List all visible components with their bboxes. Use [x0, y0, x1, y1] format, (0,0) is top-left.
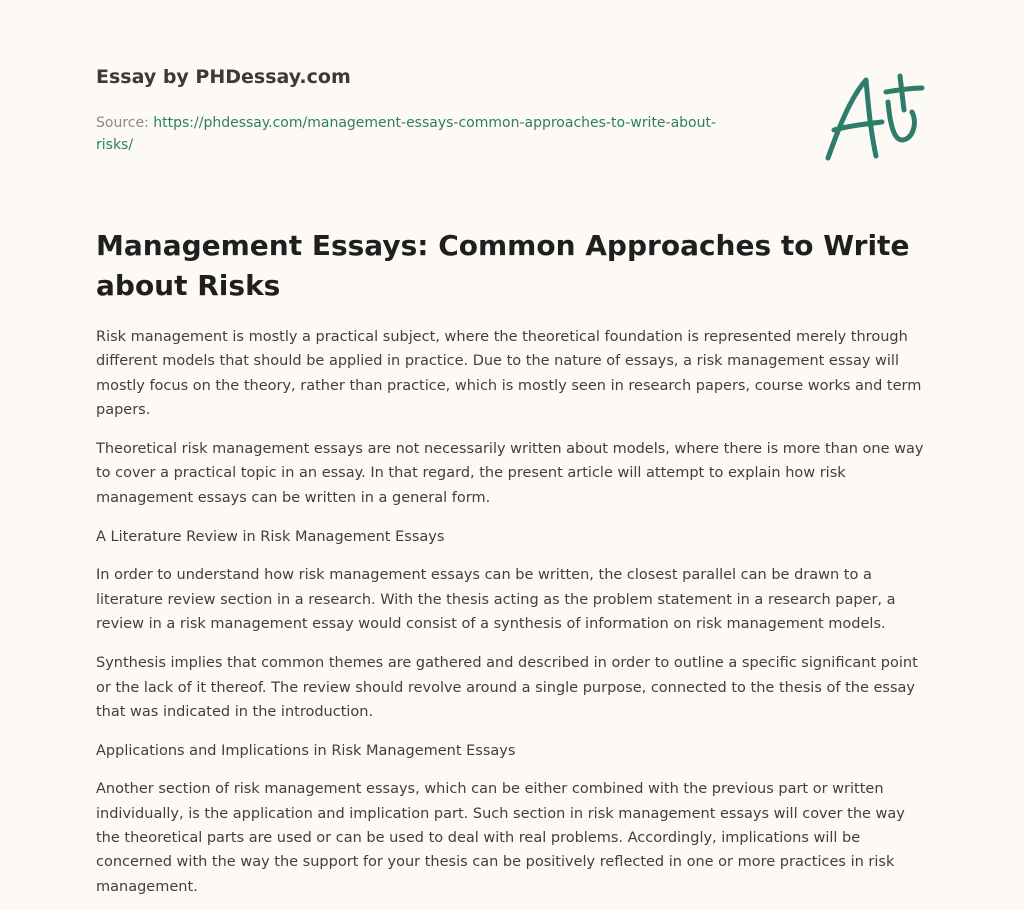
a-plus-logo-icon [820, 68, 930, 164]
source-link[interactable]: https://phdessay.com/management-essays-common-approaches-to-write-about-risks/ [96, 115, 717, 153]
paragraph-literature-review: In order to understand how risk management essays can be written, the closest parallel can be drawn to a literature review section in a research. With the thesis acting as the problem statement in a research paper, a review in a risk management essay would consist of a synthesis of information on risk management models. [96, 567, 896, 632]
section-heading-literature-review: A Literature Review in Risk Management Essays [96, 529, 445, 546]
site-title: Essay by PHDessay.com [96, 66, 351, 88]
source-label: Source: [96, 115, 154, 131]
paragraph-intro: Risk management is mostly a practical subject, where the theoretical foundation is represented merely through different models that should be applied in practice. Due to the nature of essays, a risk management essay will mostly focus on the theory, rather than practice, which is mostly seen in research papers, course works and term papers. [96, 329, 922, 418]
article-body [96, 325, 928, 910]
section-heading-applications: Applications and Implications in Risk Management Essays [96, 743, 516, 760]
paragraph-synthesis: Synthesis implies that common themes are gathered and described in order to outline a specific significant point or the lack of it thereof. The review should revolve around a single purpose, connected to the thesis of the essay that was indicated in the introduction. [96, 655, 918, 720]
paragraph-theoretical: Theoretical risk management essays are not necessarily written about models, where there is more than one way to cover a practical topic in an essay. In that regard, the present article will attempt to explain how risk management essays can be written in a general form. [96, 441, 924, 506]
source-line [96, 112, 736, 156]
paragraph-applications: Another section of risk management essays, which can be either combined with the previous part or written individually, is the application and implication part. Such section in risk management essays will cover the way the theoretical parts are used or can be used to deal with real problems. Accordingly, implications will be concerned with the way the support for your thesis can be positively reflected in one or more practices in risk management. [96, 781, 905, 895]
article-title: Management Essays: Common Approaches to Write about Risks [96, 229, 910, 302]
